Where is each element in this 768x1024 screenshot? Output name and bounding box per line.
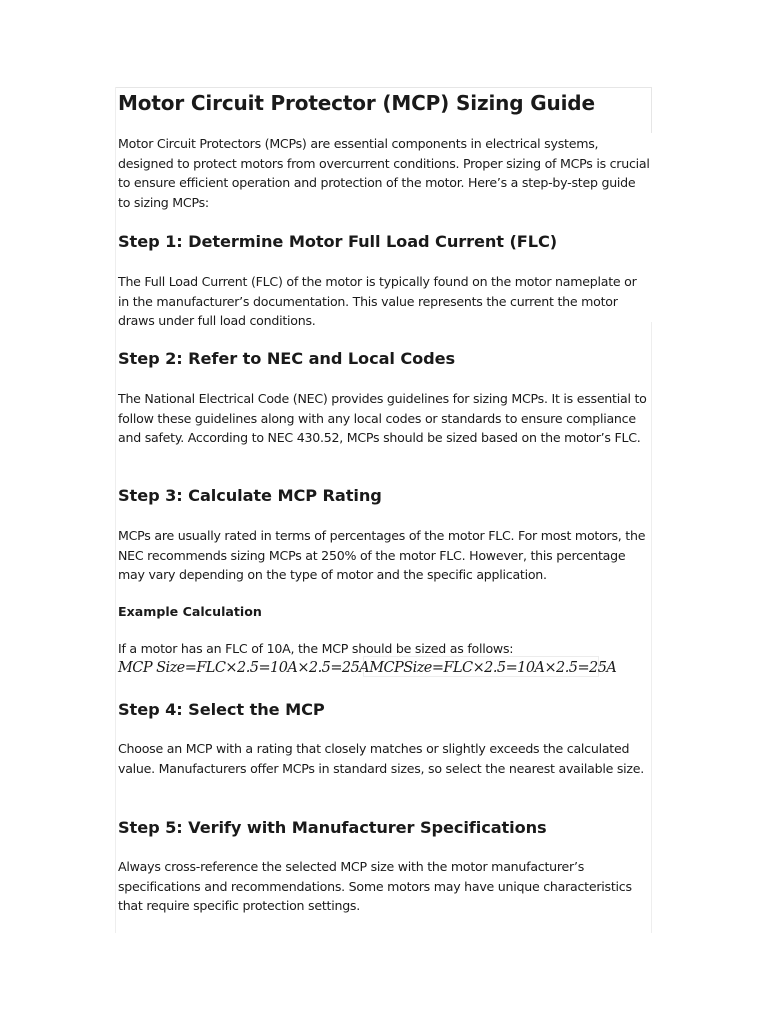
page-border-top (115, 87, 652, 88)
step-4-heading: Step 4: Select the MCP (118, 700, 325, 719)
step-1-paragraph: The Full Load Current (FLC) of the motor is typically found on the motor nameplate or in the manufacturer’s documentation. This value represents the current the motor draws under full load conditions. (118, 274, 637, 329)
step-4-paragraph: Choose an MCP with a rating that closely matches or slightly exceeds the calculated value. Manufacturers offer MCPs in standard sizes, so select the nearest available size. (118, 741, 644, 776)
step-2-paragraph: The National Electrical Code (NEC) provides guidelines for sizing MCPs. It is essential to follow these guidelines along with any local codes or standards to ensure compliance and safety. According to NEC 430.52, MCPs should be sized based on the motor’s FLC. (118, 391, 647, 446)
page-border-right (651, 87, 652, 133)
step-5-paragraph: Always cross-reference the selected MCP size with the motor manufacturer’s specifications and recommendations. Some motors may have unique characteristics that require specific protection settings. (118, 859, 632, 914)
document-page (115, 87, 652, 933)
step-3-heading: Step 3: Calculate MCP Rating (118, 486, 382, 505)
page-border-right (651, 322, 652, 933)
step-2-heading: Step 2: Refer to NEC and Local Codes (118, 349, 456, 368)
document-title: Motor Circuit Protector (MCP) Sizing Guide (118, 91, 595, 115)
example-paragraph: If a motor has an FLC of 10A, the MCP should be sized as follows: (118, 641, 514, 656)
mcp-formula: MCP Size=FLC×2.5=10A×2.5=25AMCPSize=FLC×2.5=10A×2.5=25A (118, 660, 617, 676)
step-1-heading: Step 1: Determine Motor Full Load Current (FLC) (118, 232, 558, 251)
intro-paragraph: Motor Circuit Protectors (MCPs) are essential components in electrical systems, designed to protect motors from overcurrent conditions. Proper sizing of MCPs is crucial to ensure efficient operation and protection of the motor. Here’s a step-by-step guide to sizing MCPs: (118, 136, 650, 210)
step-3-paragraph: MCPs are usually rated in terms of percentages of the motor FLC. For most motors, the NEC recommends sizing MCPs at 250% of the motor FLC. However, this percentage may vary depending on the type of motor and the specific application. (118, 528, 646, 583)
step-5-heading: Step 5: Verify with Manufacturer Specifications (118, 818, 547, 837)
page-border-left (115, 87, 116, 933)
example-heading: Example Calculation (118, 604, 262, 619)
